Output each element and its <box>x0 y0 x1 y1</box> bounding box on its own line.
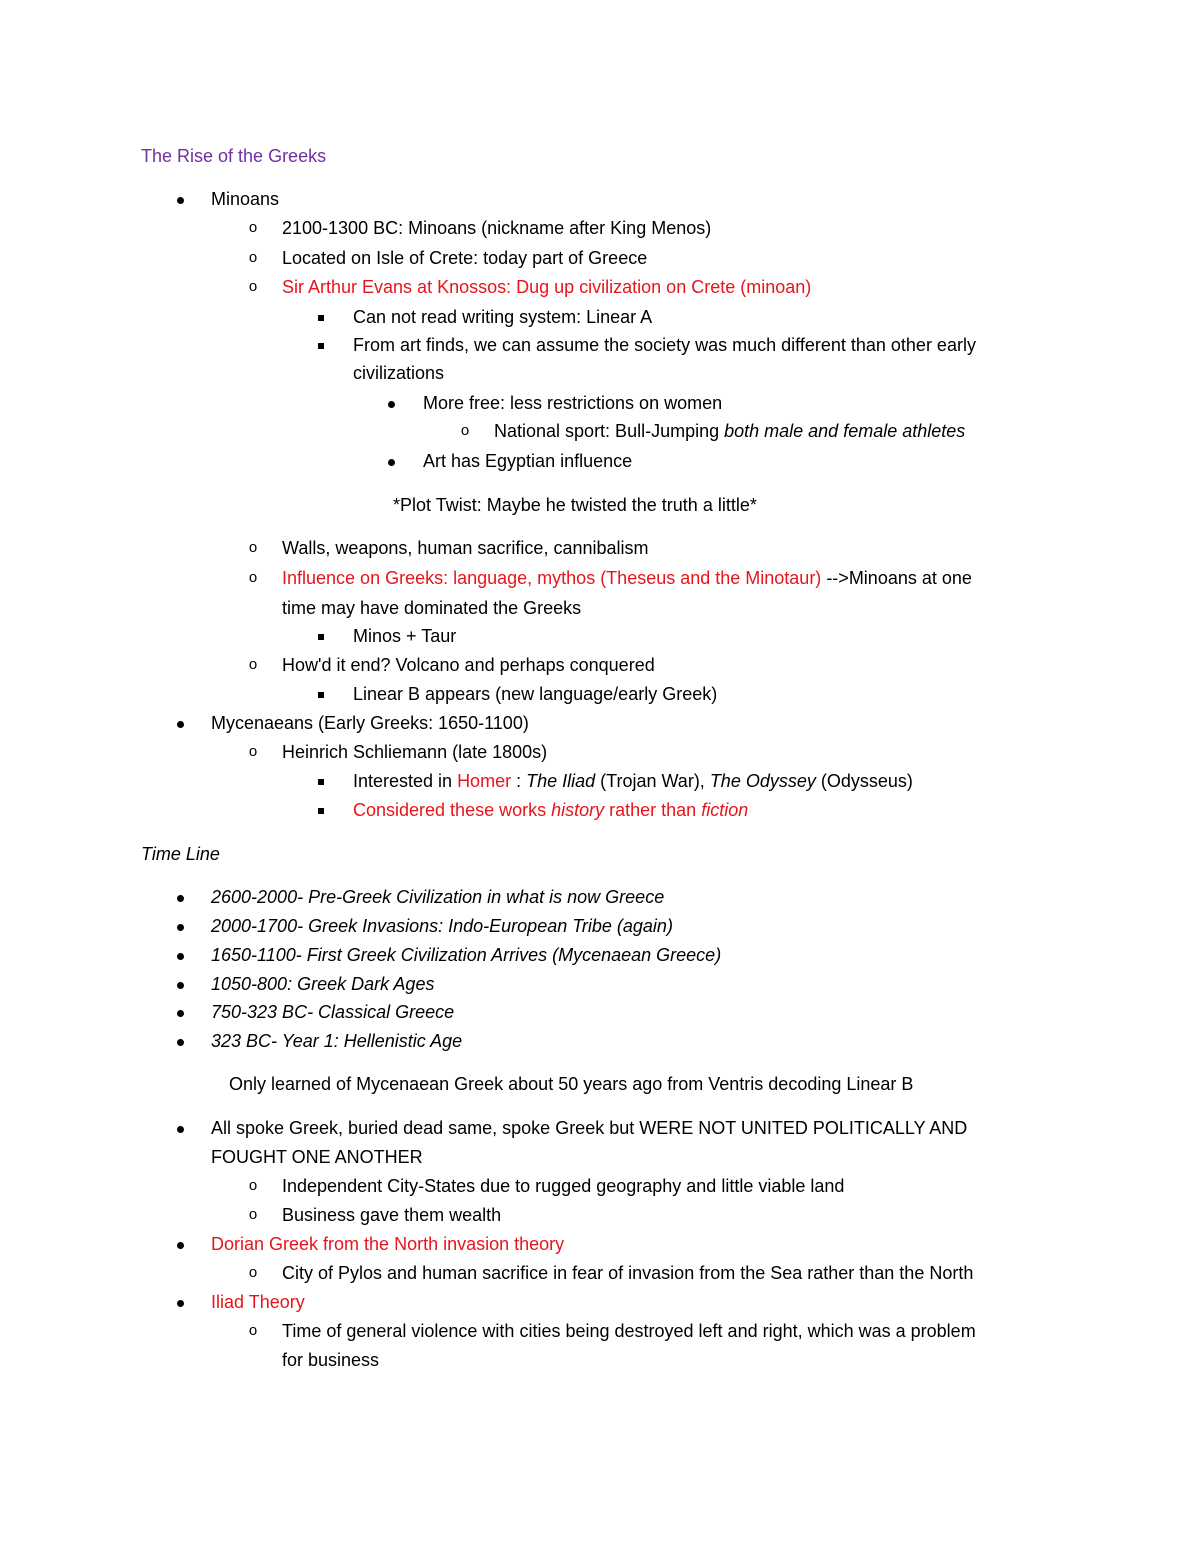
bullet-square <box>314 624 328 648</box>
list-item-mycenaeans: Mycenaeans (Early Greeks: 1650-1100) <box>211 713 529 733</box>
list-item: Walls, weapons, human sacrifice, cannibalism <box>282 538 649 558</box>
bullet-disc <box>173 1232 187 1256</box>
text-run: (Odysseus) <box>815 771 913 791</box>
text-run-italic: history <box>551 800 605 820</box>
bullet-circle: o <box>248 1177 258 1194</box>
bullet-square <box>314 333 328 357</box>
list-item <box>353 769 913 793</box>
bullet-circle: o <box>248 249 258 266</box>
list-item-highlight <box>353 798 748 822</box>
list-item <box>494 419 965 443</box>
list-item-minoans: Minoans <box>211 189 280 209</box>
list-item: From art finds, we can assume the society was much different than other early <box>353 335 976 355</box>
bullet-circle: o <box>248 278 258 295</box>
sport-text: National sport: Bull-Jumping <box>494 421 725 441</box>
bullet-disc <box>173 1000 187 1024</box>
timeline-item: 1650-1100- First Greek Civilization Arrives (Mycenaean Greece) <box>211 945 722 965</box>
text-run: rather than <box>604 800 702 820</box>
bullet-square <box>314 769 328 793</box>
list-item <box>282 566 972 590</box>
bullet-disc <box>173 1290 187 1314</box>
bullet-disc <box>173 711 187 735</box>
bullet-circle: o <box>248 219 258 236</box>
bullet-disc <box>173 1116 187 1140</box>
timeline-item: 2000-1700- Greek Invasions: Indo-European Tribe (again) <box>211 916 673 936</box>
bullet-circle: o <box>248 743 258 760</box>
bullet-square <box>314 798 328 822</box>
bullet-disc <box>173 943 187 967</box>
text-run-italic: fiction <box>701 800 749 820</box>
list-item: Linear B appears (new language/early Greek) <box>353 684 718 704</box>
sport-italic-text: both male and female athletes <box>724 421 966 441</box>
list-item: Independent City-States due to rugged geography and little viable land <box>282 1176 845 1196</box>
bullet-disc <box>173 187 187 211</box>
plot-twist-note: *Plot Twist: Maybe he twisted the truth a little* <box>393 495 757 515</box>
list-item-continuation: civilizations <box>353 363 445 383</box>
bullet-square <box>314 682 328 706</box>
timeline-heading: Time Line <box>141 844 220 864</box>
list-item-continuation: FOUGHT ONE ANOTHER <box>211 1147 423 1167</box>
list-item-highlight: Sir Arthur Evans at Knossos: Dug up civilization on Crete (minoan) <box>282 277 812 297</box>
timeline-item: 323 BC- Year 1: Hellenistic Age <box>211 1031 463 1051</box>
timeline-item: 2600-2000- Pre-Greek Civilization in what is now Greece <box>211 887 665 907</box>
bullet-circle: o <box>248 656 258 673</box>
list-item-continuation: time may have dominated the Greeks <box>282 598 582 618</box>
list-item: Heinrich Schliemann (late 1800s) <box>282 742 548 762</box>
page-title: The Rise of the Greeks <box>141 146 327 166</box>
list-item: Business gave them wealth <box>282 1205 502 1225</box>
influence-highlight: Influence on Greeks: language, mythos (Theseus and the Minotaur) <box>282 568 822 588</box>
text-run: : <box>511 771 527 791</box>
timeline-item: 750-323 BC- Classical Greece <box>211 1002 455 1022</box>
list-item: Art has Egyptian influence <box>423 451 633 471</box>
list-item: More free: less restrictions on women <box>423 393 723 413</box>
bullet-square <box>314 305 328 329</box>
bullet-circle: o <box>460 422 470 439</box>
bullet-disc <box>173 914 187 938</box>
list-item-highlight: Iliad Theory <box>211 1292 305 1312</box>
iliad-title: The Iliad <box>526 771 596 791</box>
bullet-circle: o <box>248 1322 258 1339</box>
influence-text: -->Minoans at one <box>821 568 972 588</box>
text-run: (Trojan War), <box>595 771 710 791</box>
bullet-disc <box>384 449 398 473</box>
odyssey-title: The Odyssey <box>709 771 816 791</box>
text-run: Considered these works <box>353 800 552 820</box>
list-item: City of Pylos and human sacrifice in fear of invasion from the Sea rather than the North <box>282 1263 974 1283</box>
list-item: How'd it end? Volcano and perhaps conquered <box>282 655 655 675</box>
bullet-disc <box>173 1029 187 1053</box>
list-item: Can not read writing system: Linear A <box>353 307 653 327</box>
list-item-highlight: Dorian Greek from the North invasion theory <box>211 1234 565 1254</box>
bullet-circle: o <box>248 539 258 556</box>
list-item: All spoke Greek, buried dead same, spoke Greek but WERE NOT UNITED POLITICALLY AND <box>211 1118 968 1138</box>
timeline-item: 1050-800: Greek Dark Ages <box>211 974 435 994</box>
bullet-circle: o <box>248 569 258 586</box>
list-item: Time of general violence with cities being destroyed left and right, which was a problem <box>282 1321 976 1341</box>
list-item-continuation: for business <box>282 1350 380 1370</box>
bullet-circle: o <box>248 1264 258 1281</box>
list-item: Minos + Taur <box>353 626 457 646</box>
bullet-circle: o <box>248 1206 258 1223</box>
text-run: Interested in <box>353 771 458 791</box>
bullet-disc <box>384 391 398 415</box>
list-item: Located on Isle of Crete: today part of Greece <box>282 248 648 268</box>
timeline-note: Only learned of Mycenaean Greek about 50 years ago from Ventris decoding Linear B <box>229 1074 914 1094</box>
bullet-disc <box>173 972 187 996</box>
list-item: 2100-1300 BC: Minoans (nickname after King Menos) <box>282 218 712 238</box>
bullet-disc <box>173 885 187 909</box>
homer-highlight: Homer <box>457 771 512 791</box>
